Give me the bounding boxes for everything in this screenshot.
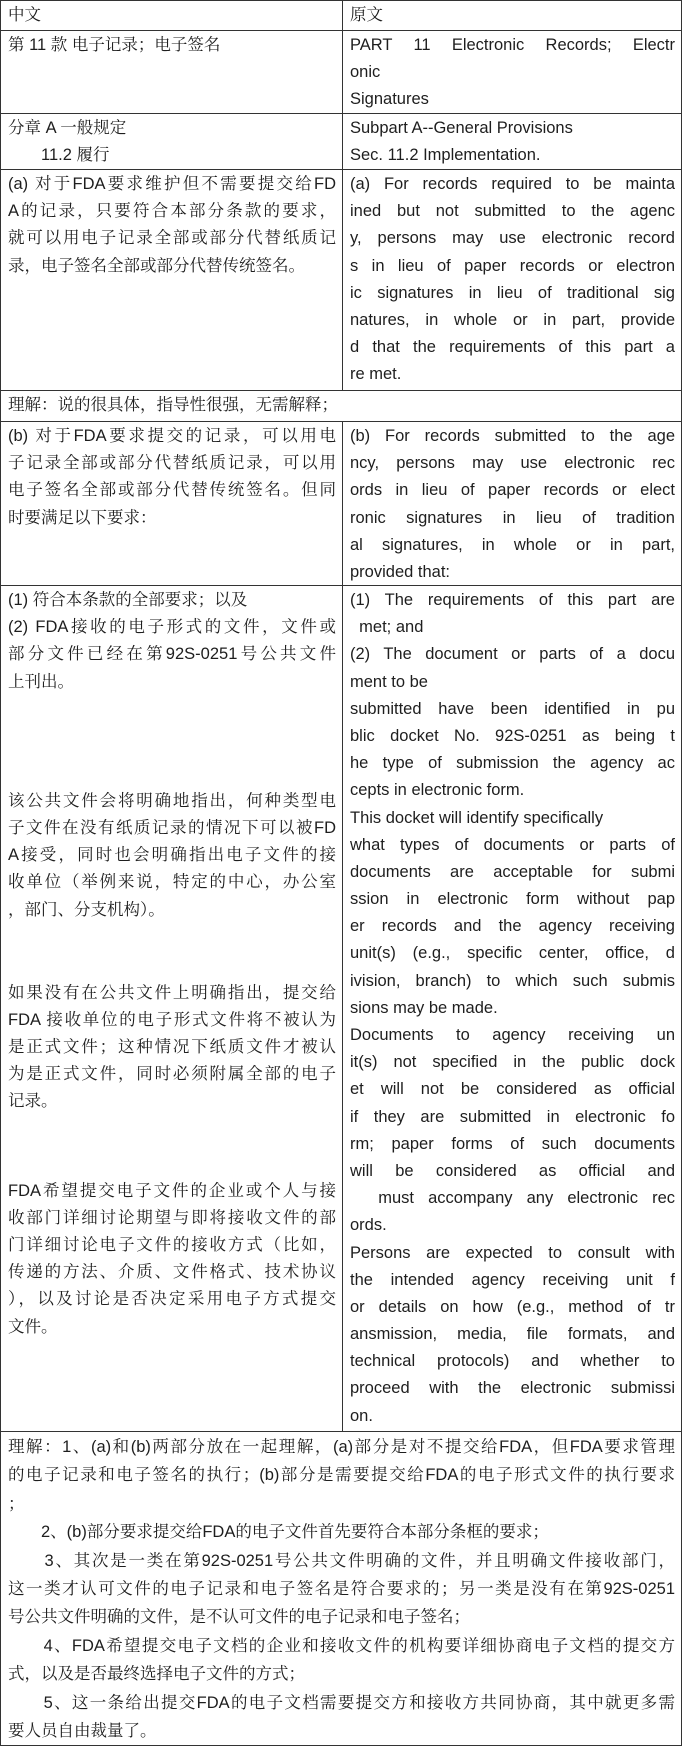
text-line: FDA希望提交电子文件的企业或个人与接	[8, 1181, 336, 1200]
text-line: ined but not submitted to the agenc	[350, 202, 675, 221]
text-line: technical protocols) and whether to	[350, 1352, 675, 1371]
text-line: ic signatures in lieu of traditional sig	[350, 283, 675, 302]
text-line: (2) FDA接收的电子形式的文件，文件或	[8, 618, 336, 637]
table-row-part-title	[1, 31, 682, 114]
text-line: unit(s) (e.g., specific center, office, d	[350, 944, 675, 963]
text-line: natures, in whole or in part, provide	[350, 310, 675, 329]
paragraph	[350, 423, 675, 585]
text-line: 号公共文件明确的文件，是不认可文件的电子记录和电子签名；	[8, 1608, 470, 1627]
paragraph	[350, 805, 675, 832]
text-line: 收单位（举例来说，特定的中心，办公室	[8, 873, 336, 892]
english-cell	[343, 422, 682, 585]
text-line: 2、(b)部分要求提交给FDA的电子文件首先要符合本部分条框的要求；	[8, 1523, 549, 1542]
chinese-cell	[1, 170, 343, 390]
table-row-clause-a	[1, 170, 682, 391]
text-line: on.	[350, 1406, 373, 1425]
text-line: proceed with the electronic submissi	[350, 1379, 675, 1398]
text-line: er records and the agency receiving	[350, 917, 675, 936]
table-header-row	[1, 1, 682, 31]
text-line: 5、这一条给出提交FDA的电子文档需要提交方和接收方共同协商，其中就更多需	[8, 1693, 675, 1712]
text-line: documents are acceptable for submi	[350, 862, 675, 881]
text-line: (b) 对于FDA要求提交的记录，可以用电	[8, 427, 336, 445]
text-line: ），以及讨论是否决定采用电子方式提交	[8, 1290, 336, 1309]
text-line: A的记录，只要符合本部分条款的要求，	[8, 202, 336, 221]
paragraph	[8, 423, 336, 532]
text-line: 子记录全部或部分代替纸质记录，可以用	[8, 454, 336, 473]
text-line: he type of submission the agency ac	[350, 754, 675, 773]
paragraph	[8, 980, 336, 1116]
text-line: 要人员自由裁量了。	[8, 1721, 157, 1740]
text-line: 3、其次是一类在第92S-0251号公共文件明确的文件，并且明确文件接收部门，	[8, 1551, 675, 1570]
header-original-label: 原文	[350, 6, 383, 24]
text-line: 传递的方法、介质、文件格式、技术协议	[8, 1263, 336, 1282]
text-line: 为是正式文件，同时必须附属全部的电子	[8, 1065, 336, 1084]
paragraph	[8, 1689, 675, 1745]
table-row-requirements	[1, 586, 682, 1432]
text-line: 门详细讨论电子文件的接收方式（比如，	[8, 1236, 336, 1254]
table-row-note-summary	[1, 1432, 682, 1746]
chinese-cell	[1, 31, 343, 113]
text-line: ords.	[350, 1216, 387, 1235]
text-line: (a) 对于FDA要求维护但不需要提交给FD	[8, 175, 336, 193]
text-line: al signatures, in whole or in part,	[350, 535, 675, 554]
text-line: submitted have been identified in pu	[350, 699, 675, 718]
paragraph	[350, 115, 675, 142]
paragraph	[350, 587, 675, 641]
text-line: d that the requirements of this part a	[350, 338, 675, 357]
paragraph	[350, 142, 675, 169]
text-line: A接受，同时也会明确指出电子文件的接	[8, 846, 336, 865]
text-line: sions may be made.	[350, 998, 498, 1017]
paragraph	[8, 115, 336, 142]
table-row-note-a	[1, 391, 682, 422]
paragraph	[8, 614, 336, 696]
text-line: ronic signatures in lieu of tradition	[350, 508, 675, 527]
paragraph	[8, 1433, 675, 1518]
text-line: 电子签名全部或部分代替传统签名。但同	[8, 481, 336, 500]
text-line: ；	[8, 1494, 25, 1513]
text-line: re met.	[350, 365, 402, 384]
header-chinese-cell	[1, 1, 343, 30]
text-line: 这一类才认可文件的电子记录和电子签名是符合要求的；另一类是没有在第92S-0251	[8, 1579, 675, 1598]
text-line: onic	[350, 63, 381, 82]
text-line: PART 11 Electronic Records; Electr	[350, 36, 675, 54]
text-line: 记录。	[8, 1092, 58, 1111]
text-line: 如果没有在公共文件上明确指出，提交给	[8, 983, 336, 1002]
text-line: will be considered as official and	[350, 1161, 675, 1180]
paragraph	[8, 1547, 675, 1632]
paragraph	[350, 1240, 675, 1430]
paragraph	[8, 392, 675, 419]
chinese-cell	[1, 422, 343, 585]
text-line: ansmission, media, file formats, and	[350, 1325, 675, 1344]
paragraph	[8, 32, 336, 59]
paragraph	[8, 171, 336, 280]
text-line: et will not be considered as official	[350, 1080, 675, 1099]
text-line: 理解：1、(a)和(b)两部分放在一起理解，(a)部分是对不提交给FDA，但FDA要求管理	[8, 1438, 675, 1456]
text-line: Subpart A--General Provisions	[350, 119, 573, 137]
text-line: ivision, branch) to which such submis	[350, 971, 675, 990]
paragraph	[8, 142, 336, 169]
table-row-clause-b	[1, 422, 682, 586]
header-original-cell	[343, 1, 682, 30]
paragraph	[8, 1518, 675, 1546]
text-line: 式，以及是否最终选择电子文件的方式；	[8, 1665, 305, 1684]
text-line: (1) The requirements of this part are	[350, 591, 675, 609]
text-line: Persons are expected to consult with	[350, 1243, 675, 1262]
text-line: ssion in electronic form without pap	[350, 890, 675, 909]
text-line: provided that:	[350, 562, 450, 581]
text-line: Signatures	[350, 90, 429, 109]
text-line: 第 11 款 电子记录；电子签名	[8, 36, 221, 54]
text-line: 是正式文件；这种情况下纸质文件才被认	[8, 1038, 336, 1057]
note-cell	[1, 391, 682, 421]
text-line: what types of documents or parts of	[350, 835, 675, 854]
text-line: rm; paper forms of such documents	[350, 1134, 675, 1153]
text-line: must accompany any electronic rec	[350, 1189, 675, 1208]
text-line: Documents to agency receiving un	[350, 1026, 675, 1044]
paragraph	[8, 1632, 675, 1689]
paragraph	[350, 86, 675, 113]
paragraph	[350, 832, 675, 1022]
text-line: 的电子记录和电子签名的执行；(b)部分是需要提交给FDA的电子形式文件的执行要求	[8, 1466, 675, 1485]
english-cell	[343, 586, 682, 1431]
paragraph	[8, 587, 336, 614]
text-line: 录，电子签名全部或部分代替传统签名。	[8, 256, 305, 275]
text-line: 该公共文件会将明确地指出，何种类型电	[8, 791, 336, 810]
english-cell	[343, 31, 682, 113]
text-line: (a) For records required to be mainta	[350, 175, 675, 193]
text-line: or details on how (e.g., method of tr	[350, 1297, 675, 1316]
text-line: ment to be	[350, 672, 428, 691]
text-line: 部分文件已经在第92S-0251号公共文件	[8, 645, 336, 664]
table-row-subpart	[1, 114, 682, 170]
text-line: 理解：说的很具体，指导性很强，无需解释；	[8, 396, 338, 414]
text-line: if they are submitted in electronic fo	[350, 1107, 675, 1126]
text-line: 4、FDA希望提交电子文档的企业和接收文件的机构要详细协商电子文档的提交方	[8, 1636, 675, 1655]
text-line: 时要满足以下要求：	[8, 508, 157, 527]
text-line: 上刊出。	[8, 672, 74, 691]
text-line: (1) 符合本条款的全部要求；以及	[8, 591, 248, 609]
chinese-cell	[1, 114, 343, 169]
text-line: 子文件在没有纸质记录的情况下可以被FD	[8, 818, 336, 837]
chinese-cell	[1, 586, 343, 1431]
text-line: cepts in electronic form.	[350, 781, 525, 800]
text-line: it(s) not specified in the public dock	[350, 1053, 675, 1072]
paragraph	[8, 788, 336, 924]
text-line: (b) For records submitted to the age	[350, 427, 675, 445]
text-line: 就可以用电子记录全部或部分代替纸质记	[8, 229, 336, 248]
note-cell	[1, 1432, 682, 1745]
text-line: 分章 A 一般规定	[8, 119, 127, 137]
text-line: ncy, persons may use electronic rec	[350, 454, 675, 473]
text-line: 11.2 履行	[8, 146, 110, 165]
text-line: 文件。	[8, 1317, 58, 1336]
english-cell	[343, 170, 682, 390]
text-line: This docket will identify specifically	[350, 808, 604, 827]
text-line: ords in lieu of paper records or elect	[350, 481, 675, 500]
header-chinese-label: 中文	[8, 6, 41, 24]
text-line: 收部门详细讨论期望与即将接收文件的部	[8, 1208, 336, 1227]
text-line: met; and	[350, 618, 424, 637]
text-line: ，部门、分支机构）。	[8, 900, 165, 919]
text-line: the intended agency receiving unit f	[350, 1270, 675, 1289]
paragraph	[350, 32, 675, 86]
text-line: FDA 接收单位的电子形式文件将不被认为	[8, 1010, 336, 1029]
paragraph	[8, 1178, 336, 1341]
paragraph	[350, 641, 675, 695]
text-line: y, persons may use electronic record	[350, 229, 675, 248]
text-line: s in lieu of paper records or electron	[350, 256, 675, 275]
paragraph	[350, 1022, 675, 1240]
paragraph	[350, 696, 675, 805]
text-line: blic docket No. 92S-0251 as being t	[350, 726, 675, 745]
text-line: Sec. 11.2 Implementation.	[350, 146, 541, 165]
paragraph	[350, 171, 675, 389]
text-line: (2) The document or parts of a docu	[350, 645, 675, 664]
english-cell	[343, 114, 682, 169]
